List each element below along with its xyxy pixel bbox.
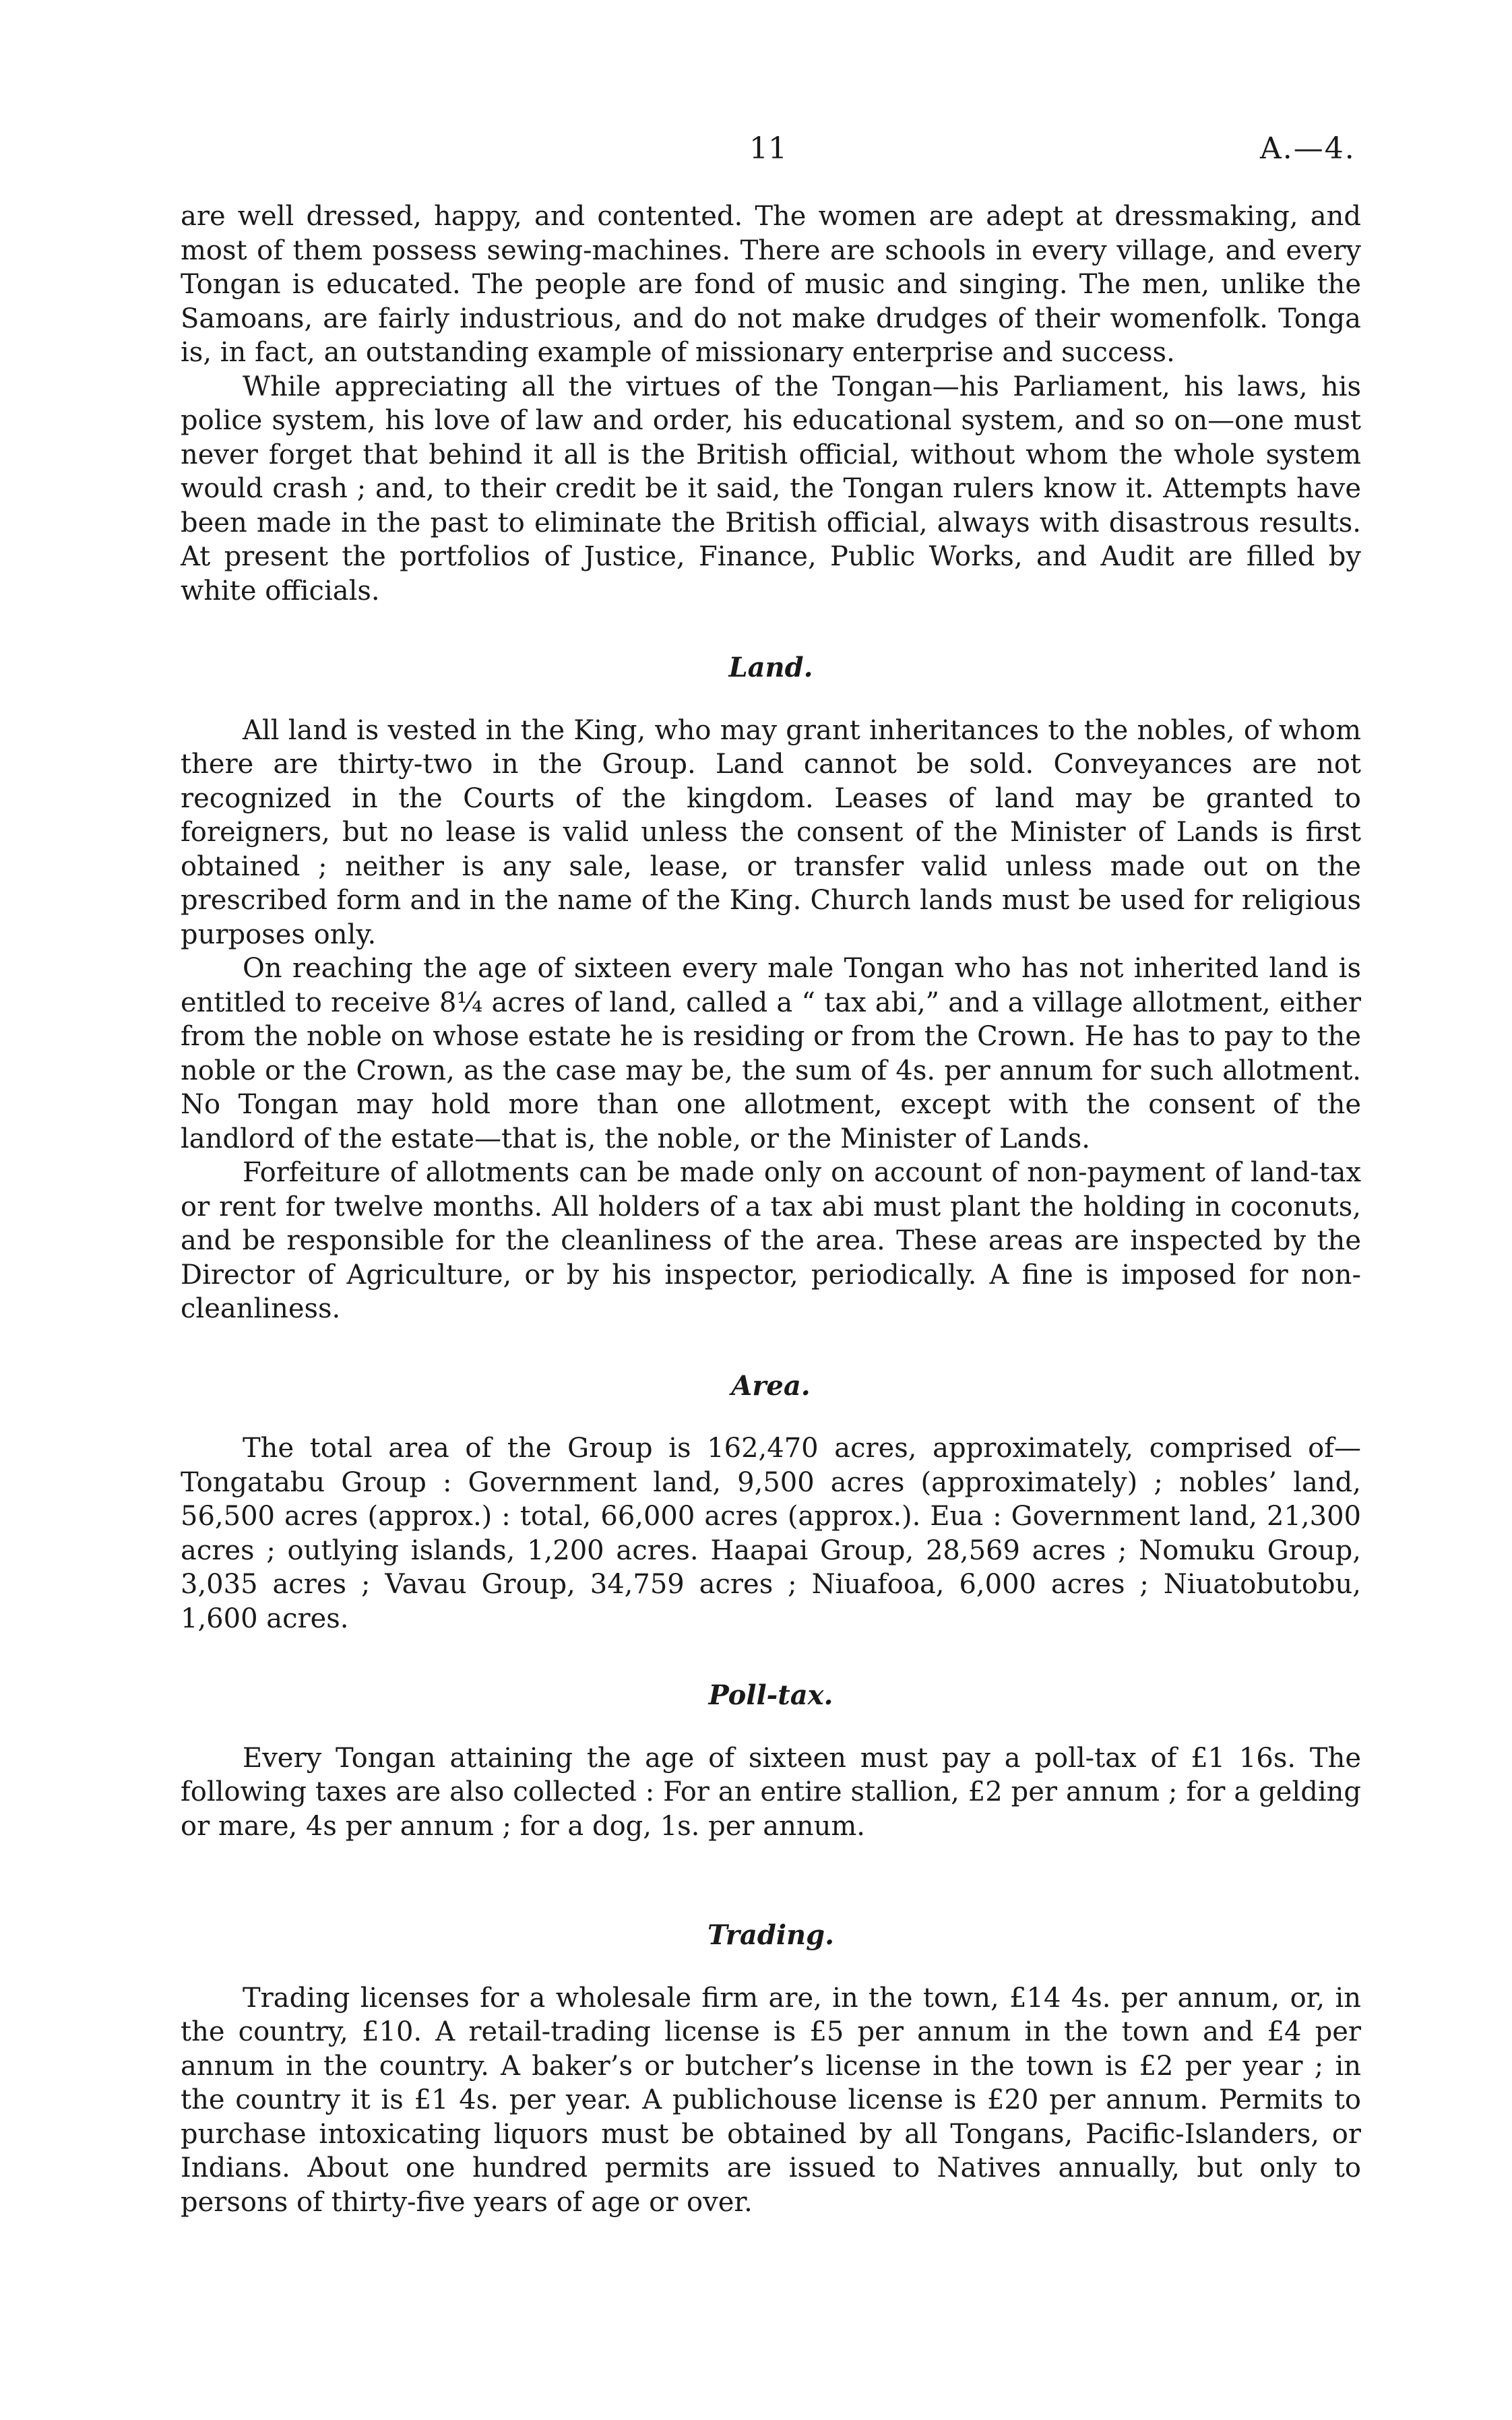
section-heading-area: Area. — [731, 1369, 811, 1402]
document-reference: A.—4. — [1260, 131, 1356, 166]
poll-tax-paragraph-1: Every Tongan attaining the age of sixteen must pay a poll-tax of £1 16s. The following taxes are also collected : For an entire stallion, £2 per annum ; for a gelding or mare, 4s per annum ; for a dog, 1s. per annum. — [181, 1742, 1361, 1842]
section-heading-trading: Trading. — [707, 1919, 834, 1951]
land-paragraph-2: On reaching the age of sixteen every male Tongan who has not inherited land is entitled to receive 8¼ acres of land, called a “ tax abi,” and a village allotment, either from the noble on whose estate he is residing or from the Crown. He has to pay to the noble or the Crown, as the case may be, the sum of 4s. per annum for such allotment. No Tongan may hold more than one allotment, except with the consent of the landlord of the estate—that is, the noble, or the Minister of Lands. — [181, 953, 1361, 1154]
document-body — [181, 199, 1361, 2219]
trading-paragraph-1: Trading licenses for a wholesale firm are, in the town, £14 4s. per annum, or, in the country, £10. A retail-trading license is £5 per annum in the town and £4 per annum in the country. A baker’s or butcher’s license in the town is £2 per year ; in the country it is £1 4s. per year. A publichouse license is £20 per annum. Permits to purchase intoxicating liquors must be obtained by all Tongans, Pacific-Islanders, or Indians. About one hundred permits are issued to Natives annually, but only to persons of thirty-five years of age or over. — [181, 1982, 1361, 2218]
area-paragraph-1: The total area of the Group is 162,470 acres, approximately, comprised of—Tongatabu Group : Government land, 9,500 acres (approximately) ; nobles’ land, 56,500 acres (approx.) : total, 66,000 acres (approx.). Eua : Government land, 21,300 acres ; outlying islands, 1,200 acres. Haapai Group, 28,569 acres ; Nomuku Group, 3,035 acres ; Vavau Group, 34,759 acres ; Niuafooa, 6,000 acres ; Niuatobutobu, 1,600 acres. — [181, 1433, 1361, 1634]
page-number: 11 — [749, 131, 787, 166]
intro-paragraph-1: are well dressed, happy, and contented. The women are adept at dressmaking, and most of them possess sewing-machines. There are schools in every village, and every Tongan is educated. The people are fond of music and singing. The men, unlike the Samoans, are fairly industrious, and do not make drudges of their womenfolk. Tonga is, in fact, an outstanding example of missionary enterprise and success. — [181, 201, 1361, 368]
intro-paragraph-2: While appreciating all the virtues of the Tongan—his Parliament, his laws, his police system, his love of law and order, his educational system, and so on—one must never forget that behind it all is the British official, without whom the whole system would crash ; and, to their credit be it said, the Tongan rulers know it. Attempts have been made in the past to eliminate the British official, always with disastrous results. At present the portfolios of Justice, Finance, Public Works, and Audit are filled by white officials. — [181, 371, 1361, 607]
land-paragraph-1: All land is vested in the King, who may grant inheritances to the nobles, of whom there are thirty-two in the Group. Land cannot be sold. Conveyances are not recognized in the Courts of the kingdom. Leases of land may be granted to foreigners, but no lease is valid unless the consent of the Minister of Lands is first obtained ; neither is any sale, lease, or transfer valid unless made out on the prescribed form and in the name of the King. Church lands must be used for religious purposes only. — [181, 714, 1361, 950]
section-heading-land: Land. — [728, 652, 813, 683]
section-heading-poll-tax: Poll-tax. — [708, 1679, 833, 1711]
land-paragraph-3: Forfeiture of allotments can be made only on account of non-payment of land-tax or rent for twelve months. All holders of a tax abi must plant the holding in coconuts, and be responsible for the cleanliness of the area. These areas are inspected by the Director of Agriculture, or by his inspector, periodically. A fine is imposed for non-cleanliness. — [181, 1157, 1361, 1324]
